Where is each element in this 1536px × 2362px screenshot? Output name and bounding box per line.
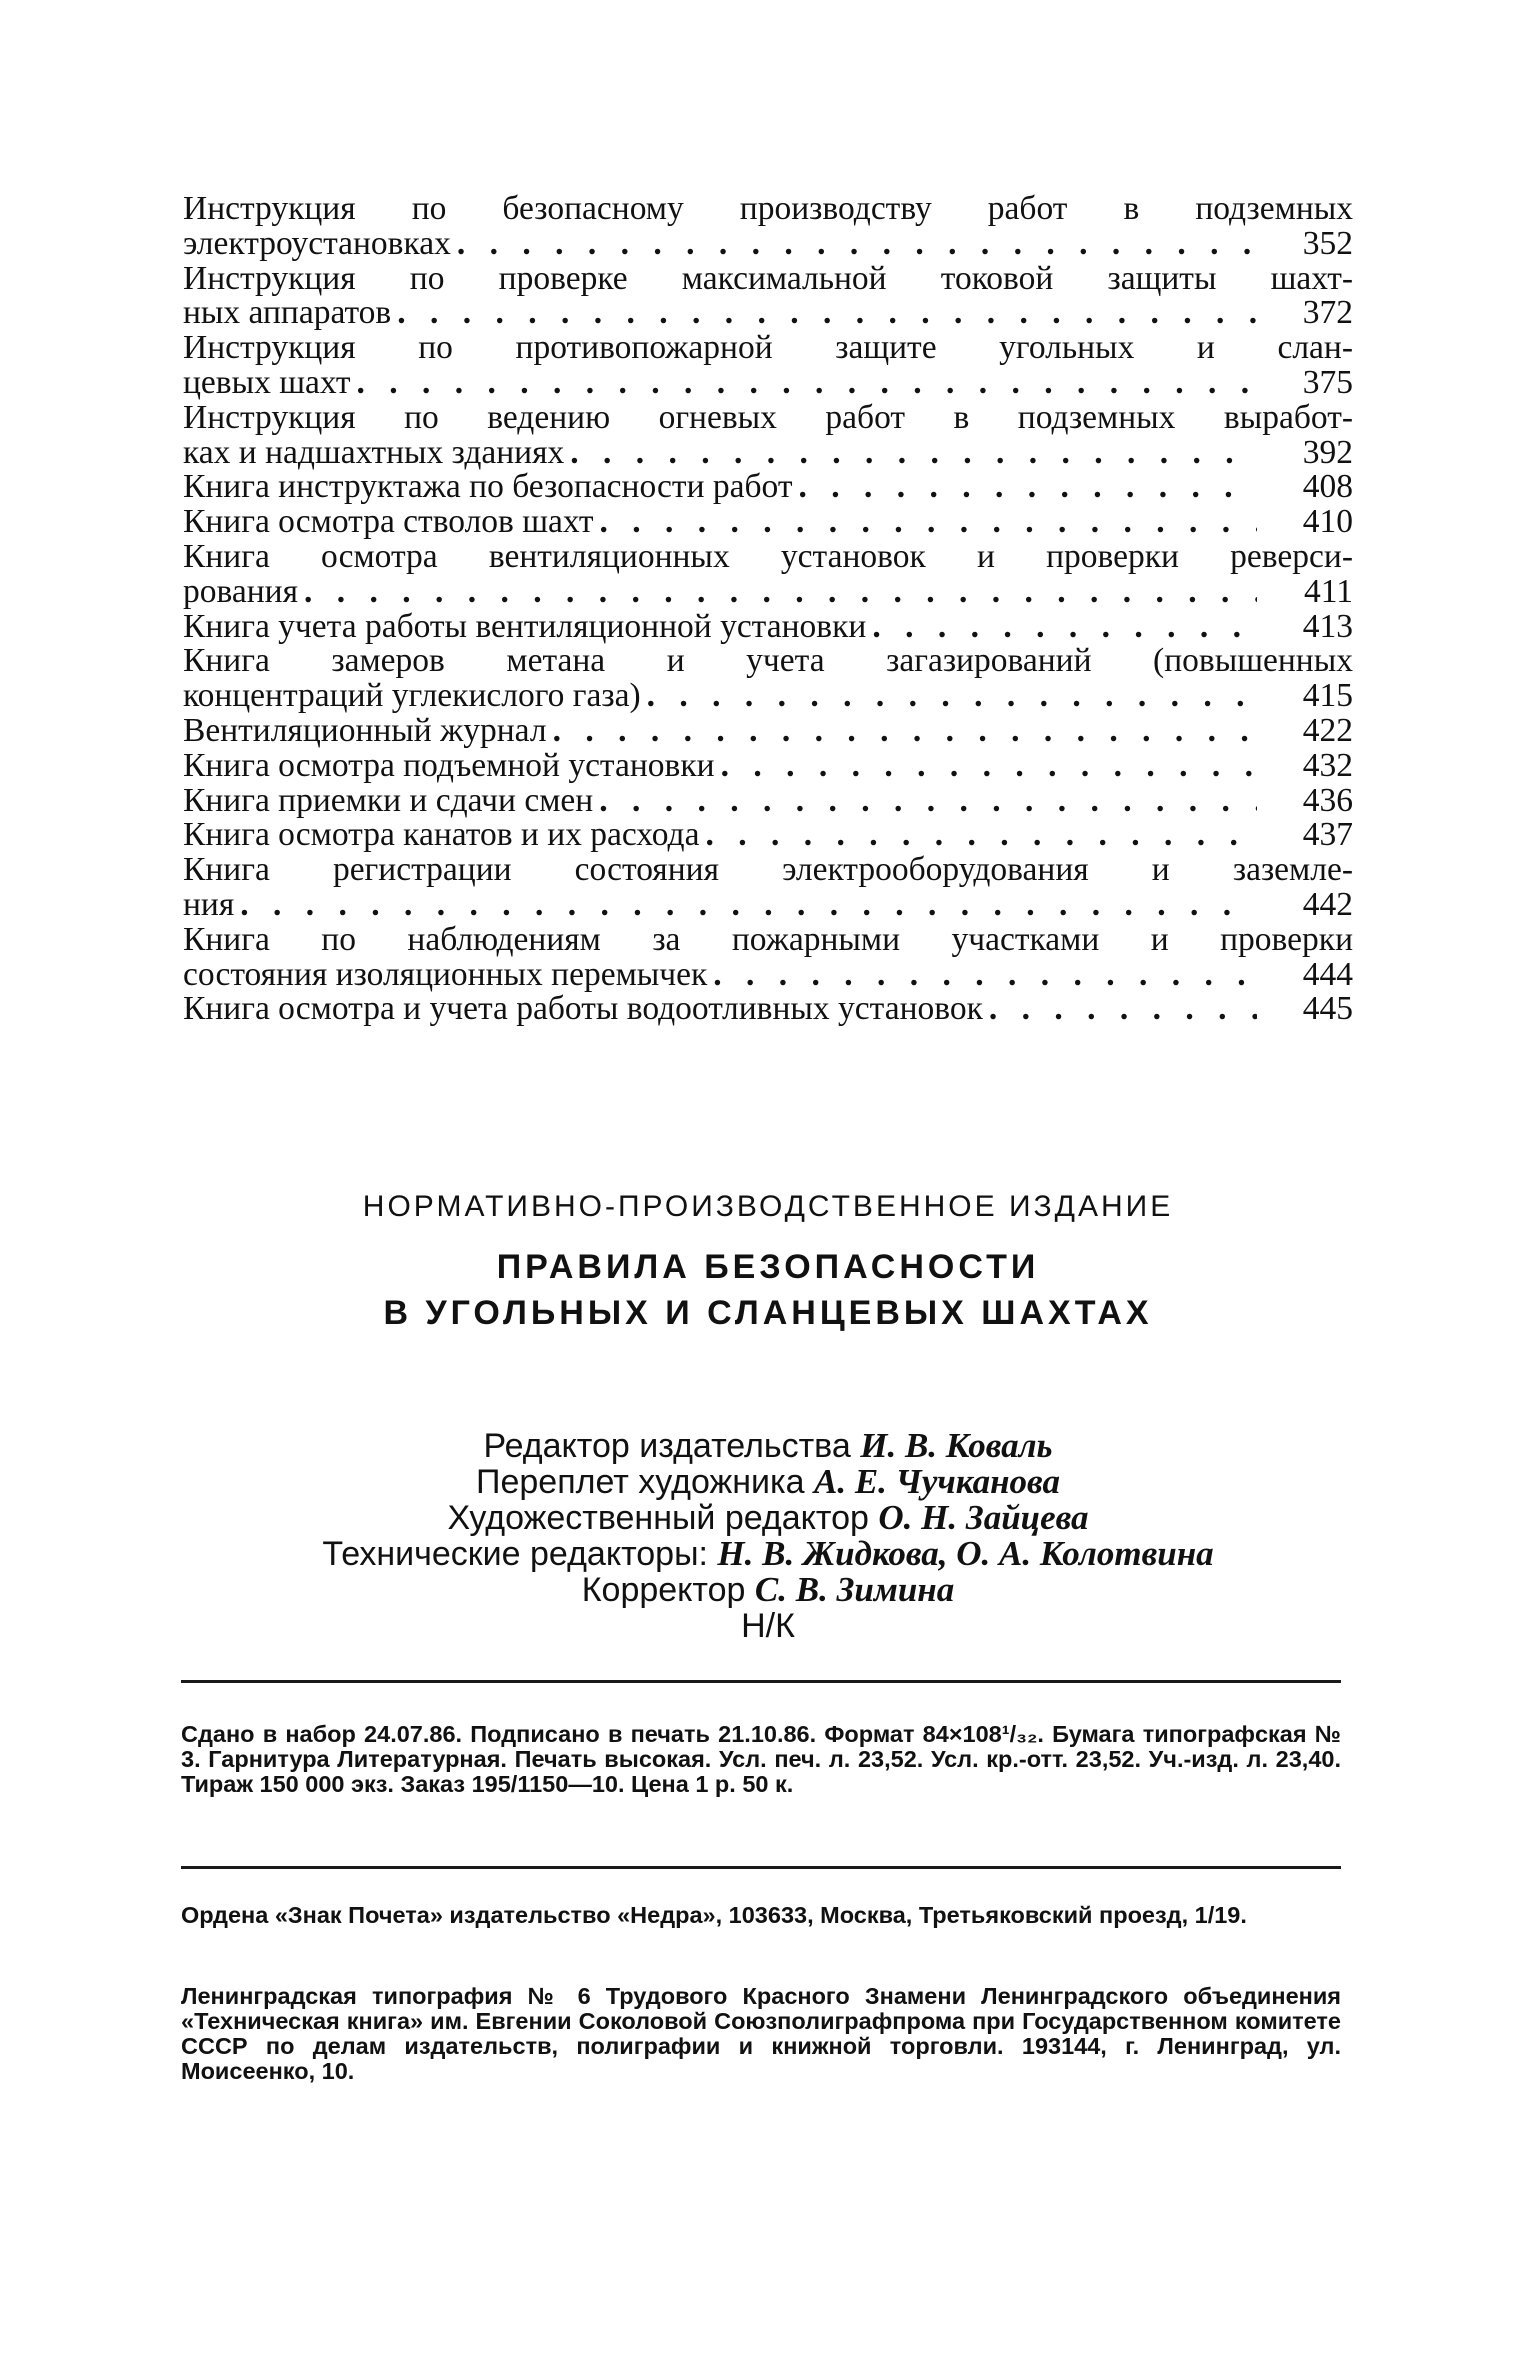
toc-page-number: 436: [1302, 781, 1353, 819]
toc-entry-title-line: Инструкция по безопасному производству работ в подземных: [183, 190, 1353, 227]
credit-names: Н. В. Жидкова, О. А. Колотвина: [717, 1534, 1214, 1573]
divider: [181, 1680, 1341, 1683]
dot-leader: [397, 296, 1257, 331]
dot-leader: [721, 749, 1257, 784]
toc-entry: [183, 992, 1353, 1027]
toc-entry-title: состояния изоляционных перемычек: [183, 955, 708, 993]
toc-page-number: 375: [1302, 363, 1353, 401]
toc-entry: [183, 259, 1353, 332]
toc-entry-title: ных аппаратов: [183, 294, 392, 332]
toc-entry-title-line: Книга по наблюдениям за пожарными участками и проверки: [183, 920, 1353, 958]
toc-entry: [183, 746, 1353, 784]
divider: [181, 1866, 1341, 1869]
toc-entry-title: электроустановках: [183, 224, 451, 262]
credit-role: Технические редакторы:: [322, 1535, 708, 1573]
classification-code: Н/К: [741, 1607, 795, 1645]
toc-entry: [183, 470, 1353, 505]
credit-line: [0, 1536, 1536, 1572]
toc-entry: [183, 331, 1353, 401]
toc-entry-title-line: Книга осмотра вентиляционных установок и проверки реверси-: [183, 537, 1353, 575]
dot-leader: [647, 679, 1257, 714]
credit-line: [0, 1500, 1536, 1536]
toc-entry-title: Книга осмотра стволов шахт: [183, 503, 594, 541]
toc-entry-last-line: [183, 433, 1353, 471]
toc-entry-title-line: Книга регистрации состояния электрооборудования и заземле-: [183, 851, 1353, 889]
publisher-info: Ордена «Знак Почета» издательство «Недра», 103633, Москва, Третьяковский проезд, 1/19.: [181, 1902, 1247, 1928]
toc-entry-last-line: [183, 470, 1353, 505]
credit-names: И. В. Коваль: [860, 1426, 1053, 1465]
toc-page-number: 415: [1302, 677, 1353, 715]
toc-page-number: 432: [1302, 746, 1353, 784]
toc-entry-last-line: [183, 885, 1353, 923]
toc-entry: [183, 711, 1353, 749]
toc-entry: [183, 644, 1353, 714]
toc-entry-last-line: [183, 572, 1353, 610]
toc-entry-title: Книга учета работы вентиляционной установки: [183, 607, 867, 645]
toc-entry: [183, 192, 1353, 262]
toc-page-number: 445: [1302, 990, 1353, 1028]
credits-block: [0, 1428, 1536, 1644]
toc-entry-title: Книга инструктажа по безопасности работ: [183, 468, 793, 506]
toc-entry-title: цевых шахт: [183, 363, 351, 401]
toc-entry: [183, 818, 1353, 853]
toc-entry: [183, 781, 1353, 819]
dot-leader: [599, 784, 1257, 819]
toc-entry: [183, 607, 1353, 645]
toc-entry: [183, 920, 1353, 993]
toc-page-number: 410: [1302, 503, 1353, 541]
dot-leader: [798, 470, 1257, 505]
dot-leader: [599, 505, 1257, 540]
credit-names: А. Е. Чучканова: [813, 1462, 1060, 1501]
toc-entry: [183, 853, 1353, 923]
dot-leader: [457, 227, 1257, 262]
dot-leader: [240, 888, 1257, 923]
toc-entry-last-line: [183, 781, 1353, 819]
dot-leader: [989, 992, 1257, 1027]
print-details: Сдано в набор 24.07.86. Подписано в печать 21.10.86. Формат 84×108¹/₃₂. Бумага типографская № 3. Гарнитура Литературная. Печать высокая. Усл. печ. л. 23,52. Усл. кр.-отт. 23,52. Уч.-изд. л. 23,40. Тираж 150 000 экз. Заказ 195/1150—10. Цена 1 р. 50 к.: [181, 1721, 1341, 1797]
credit-line: [0, 1464, 1536, 1500]
toc-page-number: 411: [1303, 572, 1353, 610]
toc-entry-title: Книга приемки и сдачи смен: [183, 781, 594, 819]
toc-entry-title-line: Книга замеров метана и учета загазирований (повышенных: [183, 642, 1353, 680]
toc-page-number: 372: [1302, 294, 1353, 332]
series-label: НОРМАТИВНО-ПРОИЗВОДСТВЕННОЕ ИЗДАНИЕ: [362, 1190, 1174, 1223]
toc-entry-last-line: [183, 363, 1353, 401]
toc-entry-title: ках и надшахтных зданиях: [183, 433, 565, 471]
toc-entry-title-line: Инструкция по противопожарной защите угольных и слан-: [183, 329, 1353, 367]
toc-entry-title: Книга осмотра подъемной установки: [183, 746, 715, 784]
toc-entry-last-line: [183, 711, 1353, 749]
toc-entry-title: Книга осмотра и учета работы водоотливных установок: [183, 990, 983, 1028]
credit-line: [0, 1428, 1536, 1464]
dot-leader: [356, 366, 1257, 401]
credit-role: Корректор: [581, 1571, 746, 1609]
toc-entry-last-line: [183, 679, 1353, 714]
toc-entry-title: концентраций углекислого газа): [183, 677, 641, 715]
dot-leader: [705, 818, 1257, 853]
toc-entry-last-line: [183, 955, 1353, 993]
toc-entry-last-line: [183, 224, 1353, 262]
credit-role: Художественный редактор: [447, 1499, 869, 1537]
toc-entry: [183, 398, 1353, 471]
dot-leader: [872, 610, 1257, 645]
toc-entry: [183, 537, 1353, 610]
toc-entry-title-line: Инструкция по проверке максимальной токовой защиты шахт-: [183, 259, 1353, 297]
credit-role: Переплет художника: [476, 1463, 805, 1501]
dot-leader: [553, 714, 1257, 749]
printer-info: Ленинградская типография № 6 Трудового Красного Знамени Ленинградского объединения «Техническая книга» им. Евгении Соколовой Союзполиграфпрома при Государственном комитете СССР по делам издательств, полиграфии и книжной торговли. 193144, г. Ленинград, ул. Моисеенко, 10.: [181, 1983, 1341, 2084]
dot-leader: [570, 436, 1257, 471]
toc-entry-last-line: [183, 992, 1353, 1027]
toc-page-number: 408: [1302, 468, 1353, 506]
toc-page-number: 392: [1302, 433, 1353, 471]
toc-page-number: 442: [1302, 885, 1353, 923]
dot-leader: [304, 575, 1257, 610]
credit-names: О. Н. Зайцева: [878, 1498, 1089, 1537]
toc-page-number: 413: [1302, 607, 1353, 645]
toc-entry-last-line: [183, 296, 1353, 331]
credit-line: [0, 1572, 1536, 1608]
toc-page-number: 437: [1302, 816, 1353, 854]
book-title: [0, 1244, 1536, 1336]
toc-page-number: 444: [1302, 955, 1353, 993]
book-title-line-2: В УГОЛЬНЫХ И СЛАНЦЕВЫХ ШАХТАХ: [383, 1294, 1153, 1332]
toc-entry-title: Книга осмотра канатов и их расхода: [183, 816, 700, 854]
book-title-line-1: ПРАВИЛА БЕЗОПАСНОСТИ: [496, 1248, 1040, 1286]
toc-entry-last-line: [183, 746, 1353, 784]
toc-entry-title: рования: [183, 572, 299, 610]
toc-page-number: 422: [1302, 711, 1353, 749]
toc-page-number: 352: [1302, 224, 1353, 262]
toc-entry-last-line: [183, 818, 1353, 853]
toc-entry-title-line: Инструкция по ведению огневых работ в подземных выработ-: [183, 398, 1353, 436]
toc-entry-last-line: [183, 505, 1353, 540]
toc-entry-title: Вентиляционный журнал: [183, 711, 547, 749]
credit-role: Редактор издательства: [483, 1427, 851, 1465]
toc-entry-last-line: [183, 607, 1353, 645]
dot-leader: [713, 958, 1257, 993]
table-of-contents: [183, 192, 1353, 1027]
credit-names: С. В. Зимина: [754, 1570, 955, 1609]
toc-entry: [183, 505, 1353, 540]
toc-entry-title: ния: [183, 885, 235, 923]
